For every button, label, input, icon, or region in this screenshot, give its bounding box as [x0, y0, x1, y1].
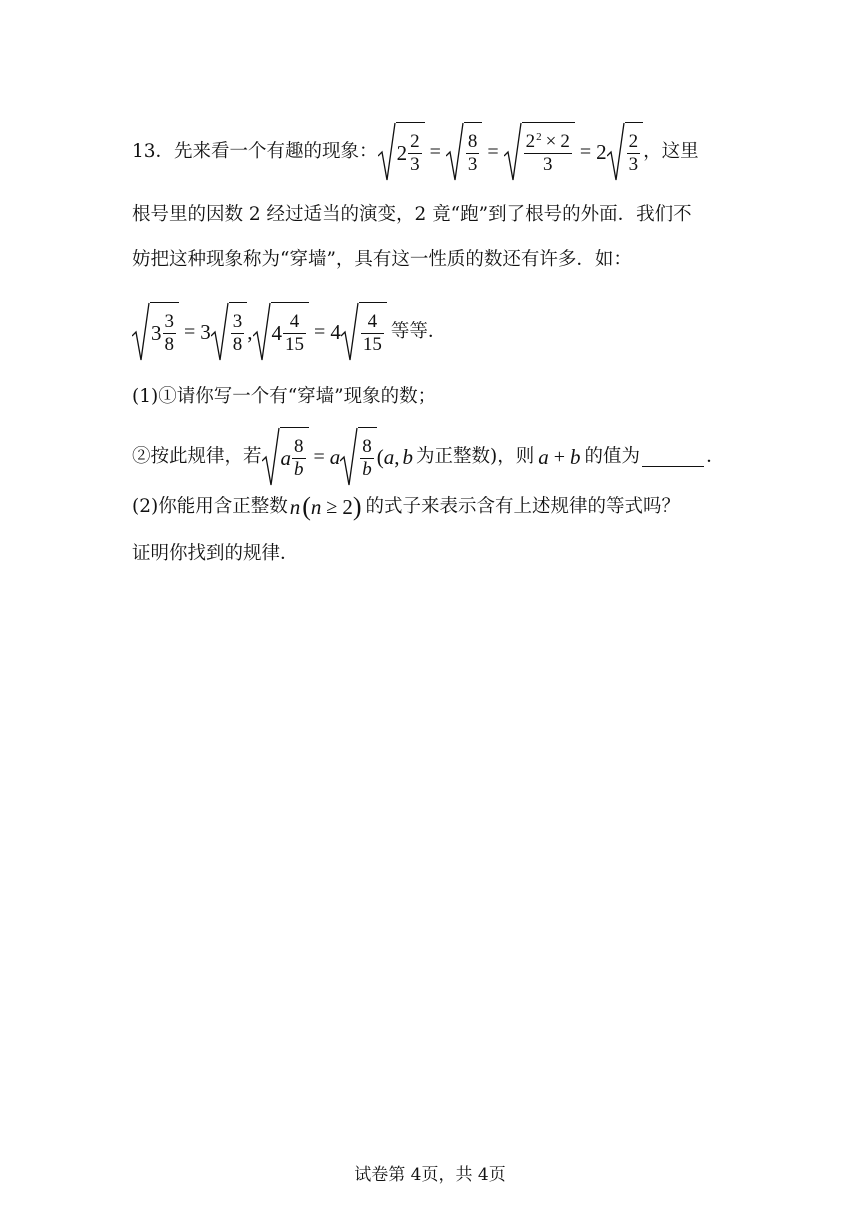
fraction: $\frac{3}{8}$	[164, 311, 174, 355]
comma: ,	[394, 444, 400, 469]
number-two: 2	[342, 494, 353, 519]
part-1-2-end: ．	[706, 445, 725, 467]
variable-a: a	[538, 444, 549, 469]
fraction: $\frac{8}{3}$	[467, 131, 478, 175]
equals-sign: =	[579, 141, 592, 163]
part-1-1-text: (1)①请你写一个有“穿墙”现象的数；	[132, 386, 437, 407]
whole-part: 4	[271, 321, 283, 345]
fraction: $\frac{8}{b}$	[362, 436, 372, 480]
variable-a: a	[329, 444, 341, 469]
problem-line-1	[132, 122, 699, 182]
coefficient: 4	[330, 319, 341, 344]
whole-part: 3	[151, 321, 162, 345]
fraction: $\frac{4}{15}$	[362, 311, 382, 355]
left-paren: (	[376, 444, 384, 469]
problem-text-line-2: 根号里的因数 2 经过适当的演变，2 竟“跑”到了根号的外面．我们不	[132, 204, 692, 225]
variable-a: a	[280, 446, 292, 470]
whole-part: 2	[396, 141, 408, 165]
intro-tail: ，这里	[643, 140, 699, 162]
part-1-1-line	[132, 388, 436, 407]
sqrt-three-eighths	[211, 302, 248, 362]
fraction: $\frac{2^2 \times 2}{3}$	[525, 131, 570, 175]
equals-sign: =	[313, 446, 325, 468]
examples-line	[132, 302, 446, 362]
examples-tail: 等等．	[390, 320, 447, 342]
part-2-lead: (2)你能用含正整数	[132, 495, 288, 517]
part-2-text-line-2: 证明你找到的规律．	[132, 543, 299, 564]
sqrt-four-and-four-fifteenths	[253, 302, 310, 362]
problem-line-3	[132, 251, 632, 270]
part-2-line-2	[132, 545, 299, 564]
coefficient: 2	[596, 139, 607, 164]
radical-sign-icon	[504, 122, 522, 182]
page-footer: 试卷第 4页，共 4页	[354, 1165, 506, 1185]
radical-sign-icon	[253, 302, 271, 362]
fraction: $\frac{3}{8}$	[232, 311, 243, 355]
equals-sign: =	[487, 141, 499, 163]
sqrt-four-fifteenths	[341, 302, 387, 362]
sqrt-two-squared-times-two-over-three	[504, 122, 575, 182]
radical-sign-icon	[262, 427, 280, 487]
answer-blank[interactable]	[642, 448, 704, 467]
variable-n: n	[310, 494, 322, 519]
fraction: $\frac{2}{3}$	[628, 131, 639, 175]
fraction: $\frac{8}{b}$	[294, 436, 304, 480]
radical-sign-icon	[211, 302, 229, 362]
variable-n: n	[289, 494, 301, 519]
sqrt-eight-thirds	[446, 122, 483, 182]
equals-sign: =	[184, 321, 196, 343]
part-1-2-tail: 的值为	[584, 445, 641, 467]
comma: ,	[247, 319, 253, 344]
plus-sign: +	[553, 446, 566, 468]
problem-line-2	[132, 206, 692, 225]
radical-sign-icon	[378, 122, 396, 182]
variable-b: b	[402, 444, 414, 469]
coefficient: 3	[200, 319, 211, 344]
radical-sign-icon	[132, 302, 150, 362]
sqrt-two-and-two-thirds	[378, 122, 425, 182]
problem-text-line-3: 妨把这种现象称为“穿墙”，具有这一性质的数还有许多．如：	[132, 249, 632, 270]
radical-sign-icon	[341, 302, 359, 362]
part-1-2-line	[132, 427, 725, 487]
equals-sign: =	[314, 321, 326, 343]
equals-sign: =	[429, 141, 441, 163]
radical-sign-icon	[607, 122, 625, 182]
part-2-line	[132, 494, 680, 520]
sqrt-a-eight-over-b	[262, 427, 309, 487]
fraction: $\frac{2}{3}$	[410, 131, 420, 175]
problem-number: 13．	[132, 140, 175, 162]
part-1-2-lead: ②按此规律，若	[132, 445, 262, 467]
problem-intro: 先来看一个有趣的现象：	[174, 140, 378, 162]
radical-sign-icon	[446, 122, 464, 182]
radical-sign-icon	[340, 427, 358, 487]
variable-b: b	[570, 444, 581, 469]
right-paren: )	[352, 492, 362, 521]
variable-a: a	[383, 444, 395, 469]
sqrt-three-and-three-eighths	[132, 302, 179, 362]
sqrt-eight-over-b	[340, 427, 377, 487]
fraction: $\frac{4}{15}$	[285, 311, 305, 355]
geq-sign: ≥	[326, 496, 338, 518]
left-paren: (	[302, 492, 311, 521]
sqrt-two-thirds	[607, 122, 644, 182]
part-1-2-condition: 为正整数)，则	[416, 445, 535, 467]
part-2-tail: 的式子来表示含有上述规律的等式吗？	[365, 495, 681, 517]
